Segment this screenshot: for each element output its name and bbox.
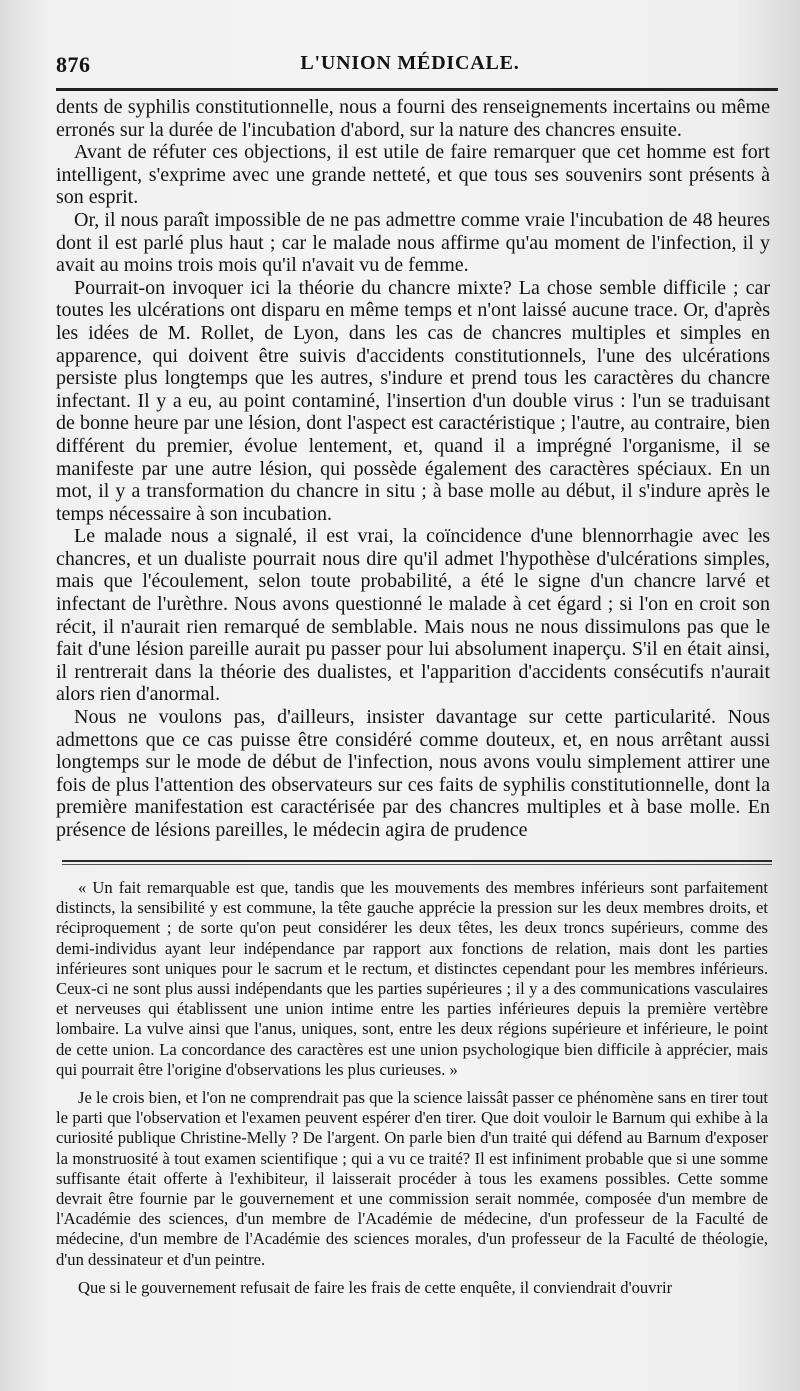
header-rule — [56, 88, 778, 91]
page-number: 876 — [56, 52, 91, 77]
paragraph: dents de syphilis constitutionnelle, nous a fourni des renseignements incertains ou même erronés sur la durée de l'incubation d'abord, sur la nature des chancres ensuite. — [56, 96, 770, 141]
paragraph: Nous ne voulons pas, d'ailleurs, insister davantage sur cette particularité. Nous admettons que ce cas puisse être considéré comme douteux, et, en nous arrêtant aussi longtemps sur le mode de début de l'infection, nous avons voulu simplement attirer une fois de plus l'attention des observateurs sur ces faits de syphilis constitutionnelle, dont la première manifestation est caractérisée par des chancres multiples et à base molle. En présence de lésions pareilles, le médecin agira de prudence — [56, 706, 770, 841]
paragraph: Le malade nous a signalé, il est vrai, la coïncidence d'une blennorrhagie avec les chancres, et un dualiste pourrait nous dire qu'il admet l'hypothèse d'ulcérations simples, mais que l'écoulement, selon toute probabilité, a été le signe d'un chancre larvé et infectant de l'urèthre. Nous avons questionné le malade à cet égard ; si l'on en croit son récit, il n'aurait rien remarqué de semblable. Mais nous ne nous dissimulons pas que le fait d'une lésion pareille aurait pu passer pour lui absolument inaperçu. S'il en était ainsi, il rentrerait dans la théorie des dualistes, et l'apparition d'accidents consécutifs n'aurait alors rien d'anormal. — [56, 525, 770, 706]
paragraph: Pourrait-on invoquer ici la théorie du chancre mixte? La chose semble difficile ; car toutes les ulcérations ont disparu en même temps et n'ont laissé aucune trace. Or, d'après les idées de M. Rollet, de Lyon, dans les cas de chancres multiples et simples en apparence, qui doivent être suivis d'accidents constitutionnels, l'une des ulcérations persiste plus longtemps que les autres, s'indure et prend tous les caractères du chancre infectant. Il y a eu, au point contaminé, l'insertion d'un double virus : l'un se traduisant de bonne heure par une lésion, dont l'aspect est caractéristique ; l'autre, au contraire, bien différent du premier, évolue lentement, et, quand il a imprégné l'organisme, il se manifeste par une autre lésion, qui possède également des caractères spéciaux. En un mot, il y a transformation du chancre in situ ; à base molle au début, il s'indure après le temps nécessaire à son incubation. — [56, 276, 770, 525]
running-title: L'UNION MÉDICALE. — [300, 52, 520, 74]
main-text — [56, 96, 770, 842]
feuilleton-paragraph: « Un fait remarquable est que, tandis que les mouvements des membres inférieurs sont parfaitement distincts, la sensibilité y est commune, la tête gauche apprécie la pression sur les deux membres droits, et réciproquement ; de sorte qu'on peut considérer les deux têtes, les deux troncs supérieurs, comme des demi-individus ayant leur indépendance par rapport aux fonctions de relation, mais dont les parties inférieures sont uniques pour le sacrum et le rectum, et distinctes cependant pour les membres inférieurs. Ceux-ci ne sont plus aussi indépendants que les parties supérieures ; il y a des communications vasculaires et nerveuses qui établissent une union intime entre les parties inférieures depuis la première vertèbre lombaire. La vulve ainsi que l'anus, uniques, sont, entre les deux régions supérieure et inférieure, le point de cette union. La concordance des caractères est une union psychologique bien difficile à apprécier, mais qui pourrait être l'origine d'observations les plus curieuses. » — [56, 878, 768, 1079]
paragraph: Avant de réfuter ces objections, il est utile de faire remarquer que cet homme est fort intelligent, s'exprime avec une grande netteté, et que tous ses souvenirs sont présents à son esprit. — [56, 141, 770, 209]
feuilleton-paragraph: Que si le gouvernement refusait de faire les frais de cette enquête, il conviendrait d'ouvrir — [78, 1277, 673, 1297]
feuilleton-paragraph: Je le crois bien, et l'on ne comprendrait pas que la science laissât passer ce phénomène sans en tirer tout le parti que l'observation et l'examen peuvent espérer d'en tirer. Que doit vouloir le Barnum qui exhibe à la curiosité publique Christine-Melly ? De l'argent. On parle bien d'un traité qui défend au Barnum d'exposer la monstruosité à tout examen scientifique ; qui a vu ce traité? Il est infiniment probable que si une somme suffisante était offerte à l'exhibiteur, il laisserait procéder à tous les examens possibles. Cette somme devrait être fournie par le gouvernement et une commission serait nommée, composée d'un membre de l'Académie des sciences, d'un membre de l'Académie de médecine, d'un professeur de la Faculté de médecine, d'un membre de l'Académie des sciences morales, d'un professeur de la Faculté de théologie, d'un dessinateur et d'un peintre. — [56, 1088, 768, 1269]
paragraph: Or, il nous paraît impossible de ne pas admettre comme vraie l'incubation de 48 heures dont il est parlé plus haut ; car le malade nous affirme qu'au moment de l'infection, il y avait au moins trois mois qu'il n'avait vu de femme. — [56, 208, 770, 277]
page-header — [56, 48, 764, 78]
feuilleton-text — [56, 878, 768, 1298]
feuilleton-rule — [62, 860, 772, 865]
